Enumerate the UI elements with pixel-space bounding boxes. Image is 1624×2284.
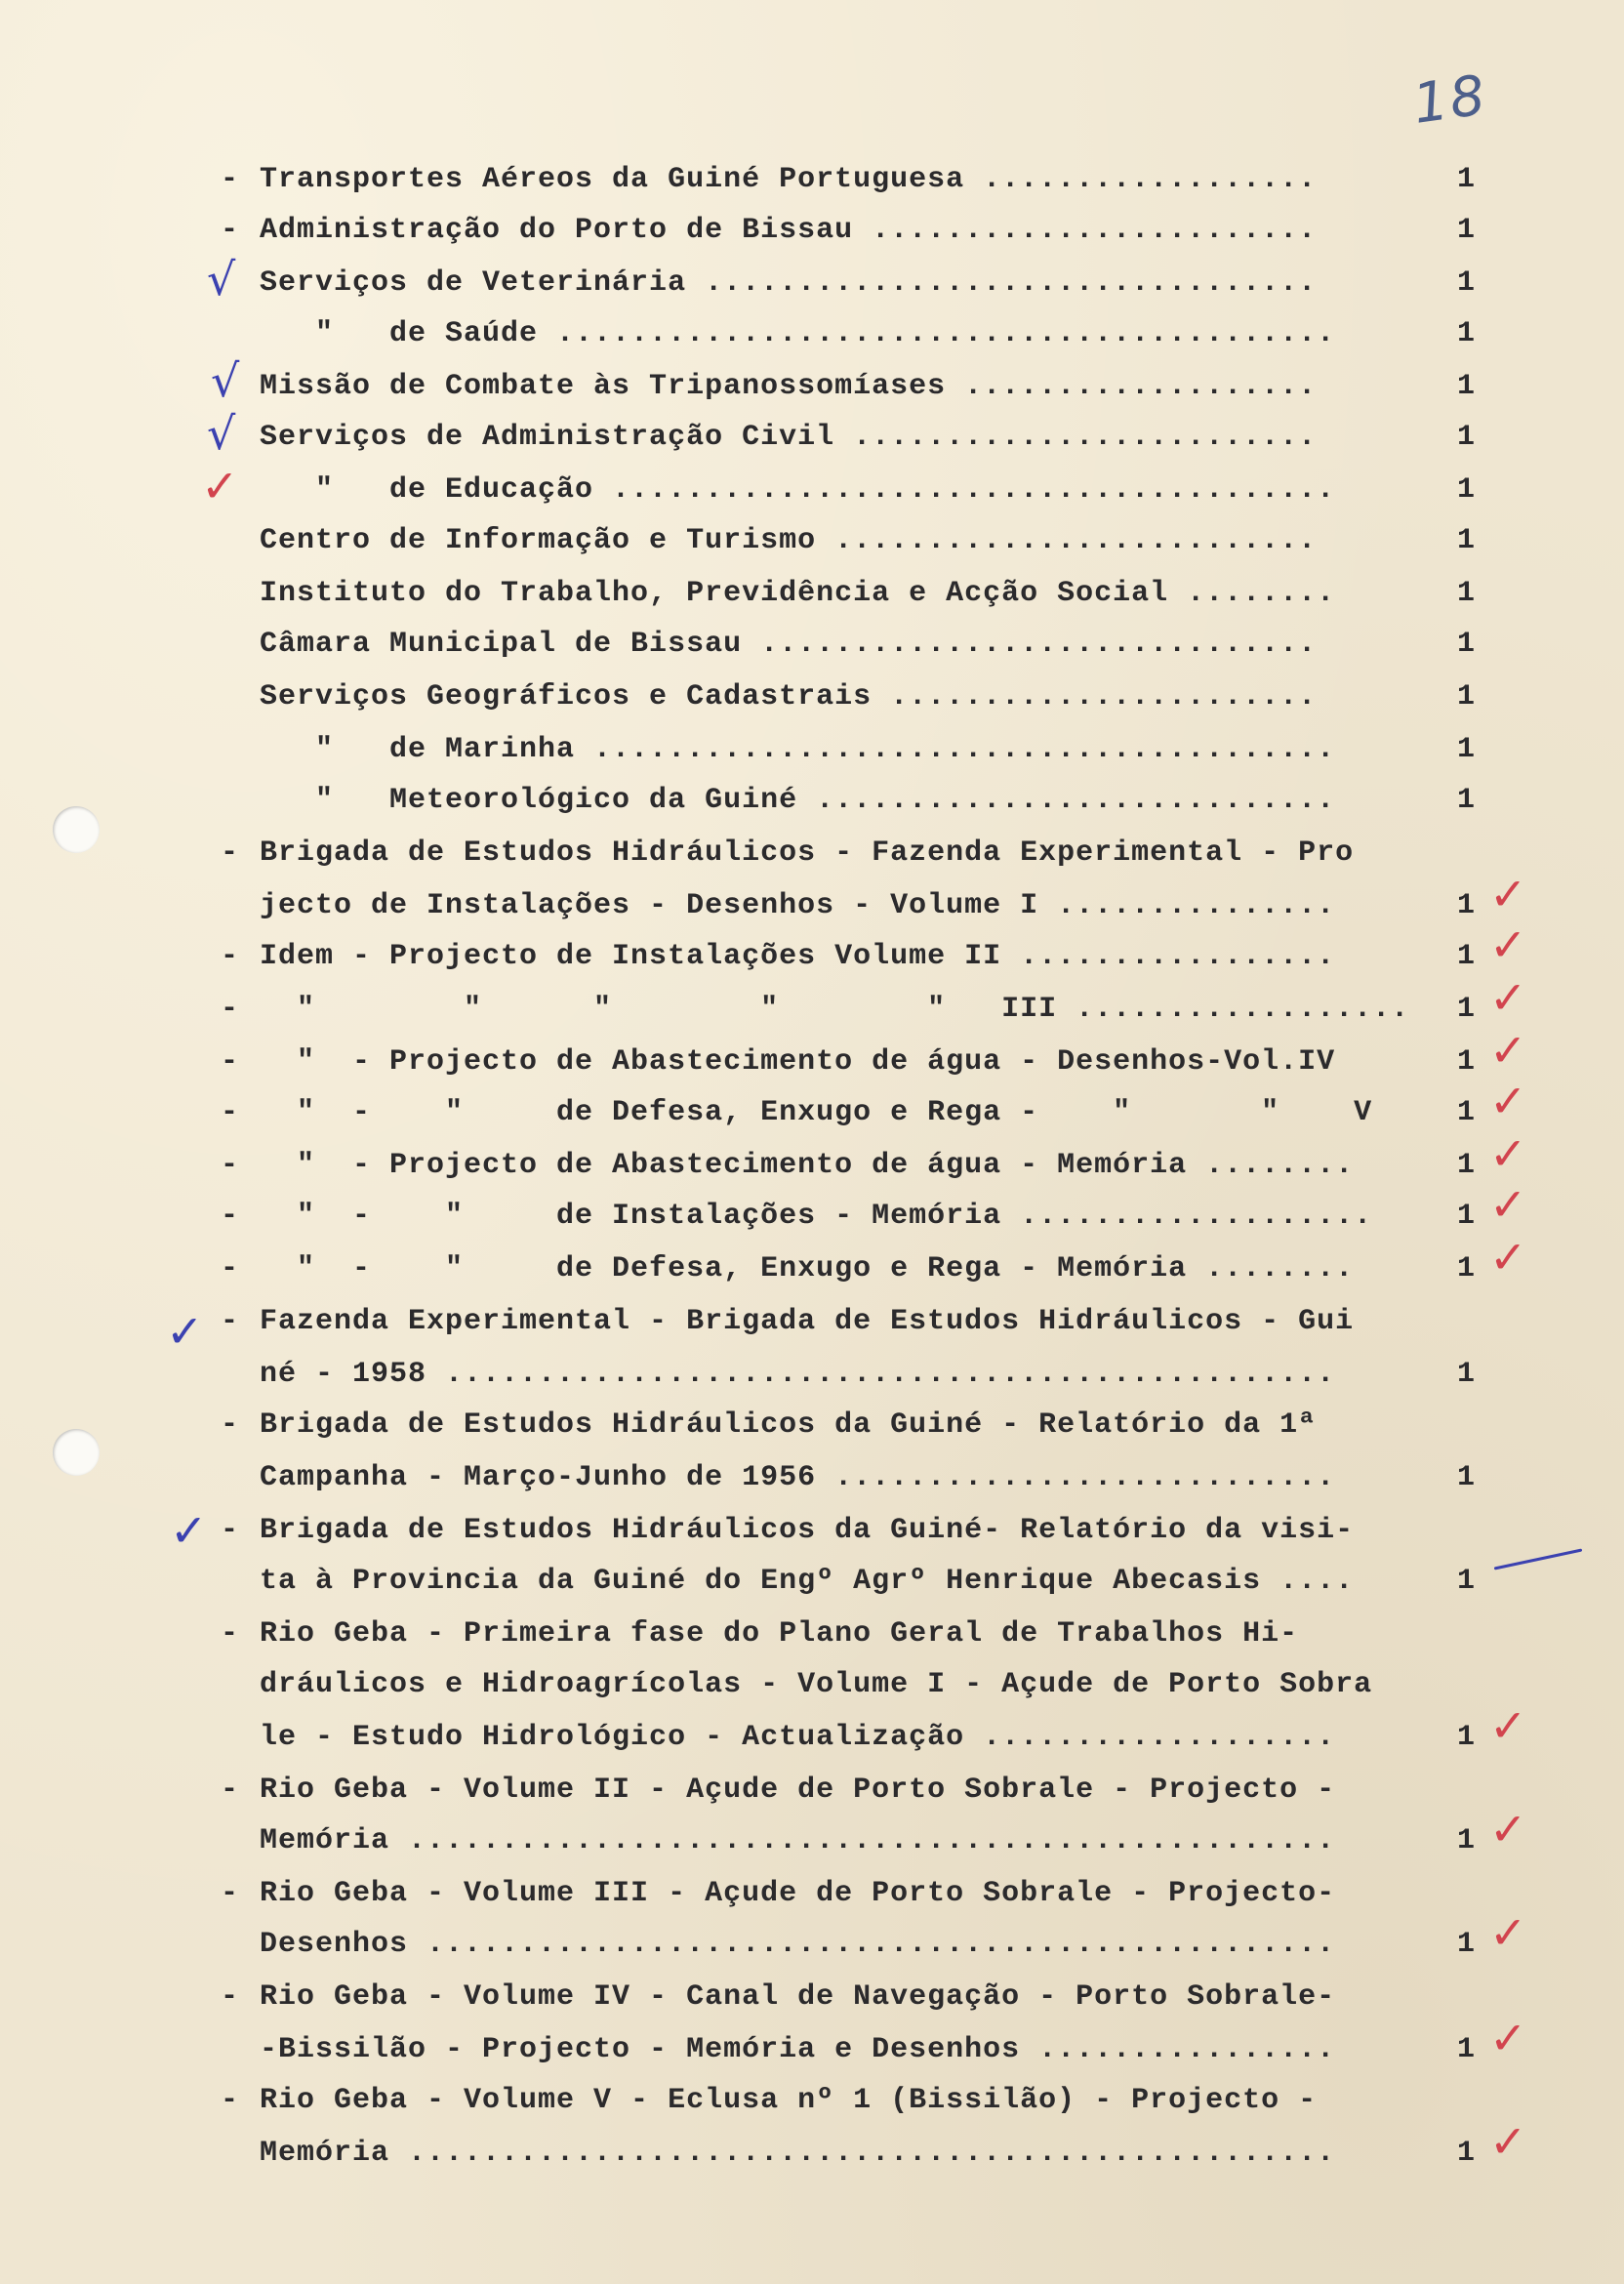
entry-quantity: 1	[1457, 2137, 1476, 2170]
entry-text: " " " " " III ..................	[260, 993, 1410, 1026]
document-entry	[0, 414, 1624, 461]
entry-quantity: 1	[1457, 266, 1476, 300]
entry-text: Rio Geba - Volume V - Eclusa nº 1 (Bissilão) - Projecto -	[260, 2084, 1318, 2117]
check-mark-icon: ✓	[1489, 1803, 1527, 1856]
document-entry	[0, 570, 1624, 617]
entry-text: Brigada de Estudos Hidráulicos da Guiné- Relatório da visi-	[260, 1514, 1355, 1547]
entry-text: Brigada de Estudos Hidráulicos - Fazenda Experimental - Pro	[260, 836, 1355, 870]
entry-dash: -	[221, 1045, 239, 1079]
entry-text: " - Projecto de Abastecimento de água - Memória ........	[260, 1149, 1355, 1182]
entry-dash: -	[221, 836, 239, 870]
document-entry	[0, 1024, 1624, 1085]
document-entry	[0, 830, 1624, 877]
document-entry	[0, 971, 1624, 1033]
entry-dash: -	[221, 163, 239, 196]
entry-text: Serviços de Administração Civil .........................	[260, 421, 1318, 454]
entry-dash: -	[221, 1774, 239, 1807]
check-mark-icon: ✓	[166, 1305, 204, 1358]
entry-quantity: 1	[1457, 1358, 1476, 1391]
entry-text: Campanha - Março-Junho de 1956 ...........................	[260, 1461, 1336, 1494]
check-mark-icon: ✓	[1489, 2012, 1527, 2064]
entry-text: Serviços de Veterinária .................................	[260, 266, 1318, 300]
entry-text: Fazenda Experimental - Brigada de Estudos Hidráulicos - Gui	[260, 1305, 1355, 1338]
handwritten-page-number: 18	[1408, 63, 1491, 137]
entry-quantity: 1	[1457, 1200, 1476, 1233]
document-entry	[0, 207, 1624, 254]
entry-text: Centro de Informação e Turismo ..........................	[260, 524, 1318, 557]
entry-dash: -	[221, 1200, 239, 1233]
entry-quantity: 1	[1457, 733, 1476, 766]
entry-dash: -	[221, 2084, 239, 2117]
entry-quantity: 1	[1457, 577, 1476, 610]
document-entry	[0, 1767, 1624, 1814]
document-entry	[0, 2012, 1624, 2073]
entry-quantity: 1	[1457, 1928, 1476, 1961]
document-entry	[0, 1699, 1624, 1761]
document-entry	[0, 918, 1624, 980]
entry-text: " - " de Defesa, Enxugo e Rega - Memória ........	[260, 1252, 1355, 1285]
entry-quantity: 1	[1457, 214, 1476, 247]
document-entry	[0, 777, 1624, 824]
document-entry	[0, 1661, 1624, 1708]
entry-text: Missão de Combate às Tripanossomíases ...................	[260, 370, 1318, 403]
entry-quantity: 1	[1457, 784, 1476, 817]
document-entry	[0, 1351, 1624, 1398]
document-entry	[0, 1298, 1624, 1345]
check-mark-icon: ✓	[1489, 1024, 1527, 1077]
entry-quantity: 1	[1457, 993, 1476, 1026]
document-entry	[0, 1127, 1624, 1189]
document-entry	[0, 1974, 1624, 2020]
entry-dash: -	[221, 214, 239, 247]
document-entry	[0, 1558, 1624, 1605]
entry-dash: -	[221, 940, 239, 973]
entry-quantity: 1	[1457, 1461, 1476, 1494]
check-mark-icon: √	[207, 407, 236, 460]
entry-text: " - Projecto de Abastecimento de água - Desenhos-Vol.IV	[260, 1045, 1336, 1079]
entry-text: " - " de Instalações - Memória ...................	[260, 1200, 1373, 1233]
document-entry	[0, 1075, 1624, 1136]
entry-quantity: 1	[1457, 473, 1476, 507]
entry-text: " Meteorológico da Guiné ............................	[260, 784, 1336, 817]
entry-quantity: 1	[1457, 889, 1476, 922]
document-entry	[0, 621, 1624, 668]
entry-text: ta à Provincia da Guiné do Engº Agrº Henrique Abecasis ....	[260, 1565, 1355, 1598]
entry-text: Rio Geba - Volume IV - Canal de Navegação - Porto Sobrale-	[260, 1980, 1336, 2014]
check-mark-icon: ✓	[1489, 1127, 1527, 1180]
check-mark-icon: ✓	[1489, 1075, 1527, 1127]
document-entry	[0, 726, 1624, 773]
entry-dash: -	[221, 1252, 239, 1285]
entry-text: né - 1958 ................................................	[260, 1358, 1336, 1391]
document-entry	[0, 1870, 1624, 1917]
document-entry	[0, 517, 1624, 564]
check-mark-icon: ✓	[1489, 918, 1527, 971]
entry-quantity: 1	[1457, 1824, 1476, 1857]
entry-quantity: 1	[1457, 163, 1476, 196]
entry-dash: -	[221, 1514, 239, 1547]
entry-quantity: 1	[1457, 1565, 1476, 1598]
entry-text: Administração do Porto de Bissau ........................	[260, 214, 1318, 247]
document-entry	[0, 310, 1624, 357]
entry-quantity: 1	[1457, 1252, 1476, 1285]
check-mark-icon: ✓	[201, 460, 239, 512]
entry-text: Rio Geba - Volume III - Açude de Porto Sobrale - Projecto-	[260, 1877, 1336, 1910]
entry-quantity: 1	[1457, 628, 1476, 661]
document-entry	[0, 260, 1624, 306]
entry-quantity: 1	[1457, 524, 1476, 557]
entry-text: -Bissilão - Projecto - Memória e Desenhos ................	[260, 2033, 1336, 2066]
check-mark-icon: ✓	[1489, 2115, 1527, 2168]
entry-dash: -	[221, 1096, 239, 1129]
document-entry	[0, 363, 1624, 410]
entry-dash: -	[221, 1149, 239, 1182]
entry-quantity: 1	[1457, 1721, 1476, 1754]
document-entry	[0, 868, 1624, 929]
document-entry	[0, 2077, 1624, 2124]
entry-text: " de Saúde ..........................................	[260, 317, 1336, 350]
check-mark-icon: ✓	[1489, 1178, 1527, 1231]
entry-text: Câmara Municipal de Bissau ..............................	[260, 628, 1318, 661]
check-mark-icon: √	[211, 354, 240, 407]
entry-text: Brigada de Estudos Hidráulicos da Guiné - Relatório da 1ª	[260, 1408, 1318, 1442]
document-entry	[0, 1454, 1624, 1501]
document-entry	[0, 156, 1624, 203]
entry-text: Rio Geba - Volume II - Açude de Porto Sobrale - Projecto -	[260, 1774, 1336, 1807]
document-entry	[0, 1402, 1624, 1448]
entry-quantity: 1	[1457, 1045, 1476, 1079]
entry-dash: -	[221, 1305, 239, 1338]
entry-quantity: 1	[1457, 421, 1476, 454]
entry-quantity: 1	[1457, 1096, 1476, 1129]
check-mark-icon: ✓	[1489, 868, 1527, 920]
check-mark-icon: ✓	[1489, 1906, 1527, 1959]
check-mark-icon: ✓	[170, 1504, 208, 1557]
entry-text: Instituto do Trabalho, Previdência e Acção Social ........	[260, 577, 1336, 610]
document-entry	[0, 673, 1624, 720]
entry-text: Desenhos .................................................	[260, 1928, 1336, 1961]
entry-dash: -	[221, 1408, 239, 1442]
document-entry	[0, 1611, 1624, 1657]
entry-text: Memória ..................................................	[260, 1824, 1336, 1857]
document-entry	[0, 1906, 1624, 1968]
document-entry	[0, 1803, 1624, 1864]
entry-text: " de Educação .......................................	[260, 473, 1336, 507]
entry-text: Idem - Projecto de Instalações Volume II .................	[260, 940, 1336, 973]
entry-text: dráulicos e Hidroagrícolas - Volume I - Açude de Porto Sobra	[260, 1668, 1373, 1701]
entry-text: jecto de Instalações - Desenhos - Volume I ...............	[260, 889, 1336, 922]
check-mark-icon: ✓	[1489, 1231, 1527, 1284]
check-mark-icon: ✓	[1489, 1699, 1527, 1752]
entry-quantity: 1	[1457, 2033, 1476, 2066]
entry-dash: -	[221, 993, 239, 1026]
document-entry	[0, 1504, 1624, 1557]
entry-text: Transportes Aéreos da Guiné Portuguesa ..................	[260, 163, 1318, 196]
entry-text: Rio Geba - Primeira fase do Plano Geral de Trabalhos Hi-	[260, 1617, 1299, 1651]
document-entry	[0, 1231, 1624, 1292]
document-entry	[0, 467, 1624, 513]
entry-text: " - " de Defesa, Enxugo e Rega - " " V	[260, 1096, 1373, 1129]
entry-quantity: 1	[1457, 317, 1476, 350]
entry-text: Serviços Geográficos e Cadastrais .......................	[260, 680, 1318, 714]
entry-dash: -	[221, 1980, 239, 2014]
document-entry	[0, 2115, 1624, 2177]
check-mark-icon: √	[207, 253, 236, 306]
entry-quantity: 1	[1457, 940, 1476, 973]
entry-quantity: 1	[1457, 680, 1476, 714]
entry-dash: -	[221, 1877, 239, 1910]
entry-quantity: 1	[1457, 1149, 1476, 1182]
entry-text: le - Estudo Hidrológico - Actualização ...................	[260, 1721, 1336, 1754]
entry-quantity: 1	[1457, 370, 1476, 403]
check-mark-icon: ✓	[1489, 971, 1527, 1024]
entry-dash: -	[221, 1617, 239, 1651]
document-entry	[0, 1178, 1624, 1240]
entry-text: " de Marinha ........................................	[260, 733, 1336, 766]
entry-text: Memória ..................................................	[260, 2137, 1336, 2170]
